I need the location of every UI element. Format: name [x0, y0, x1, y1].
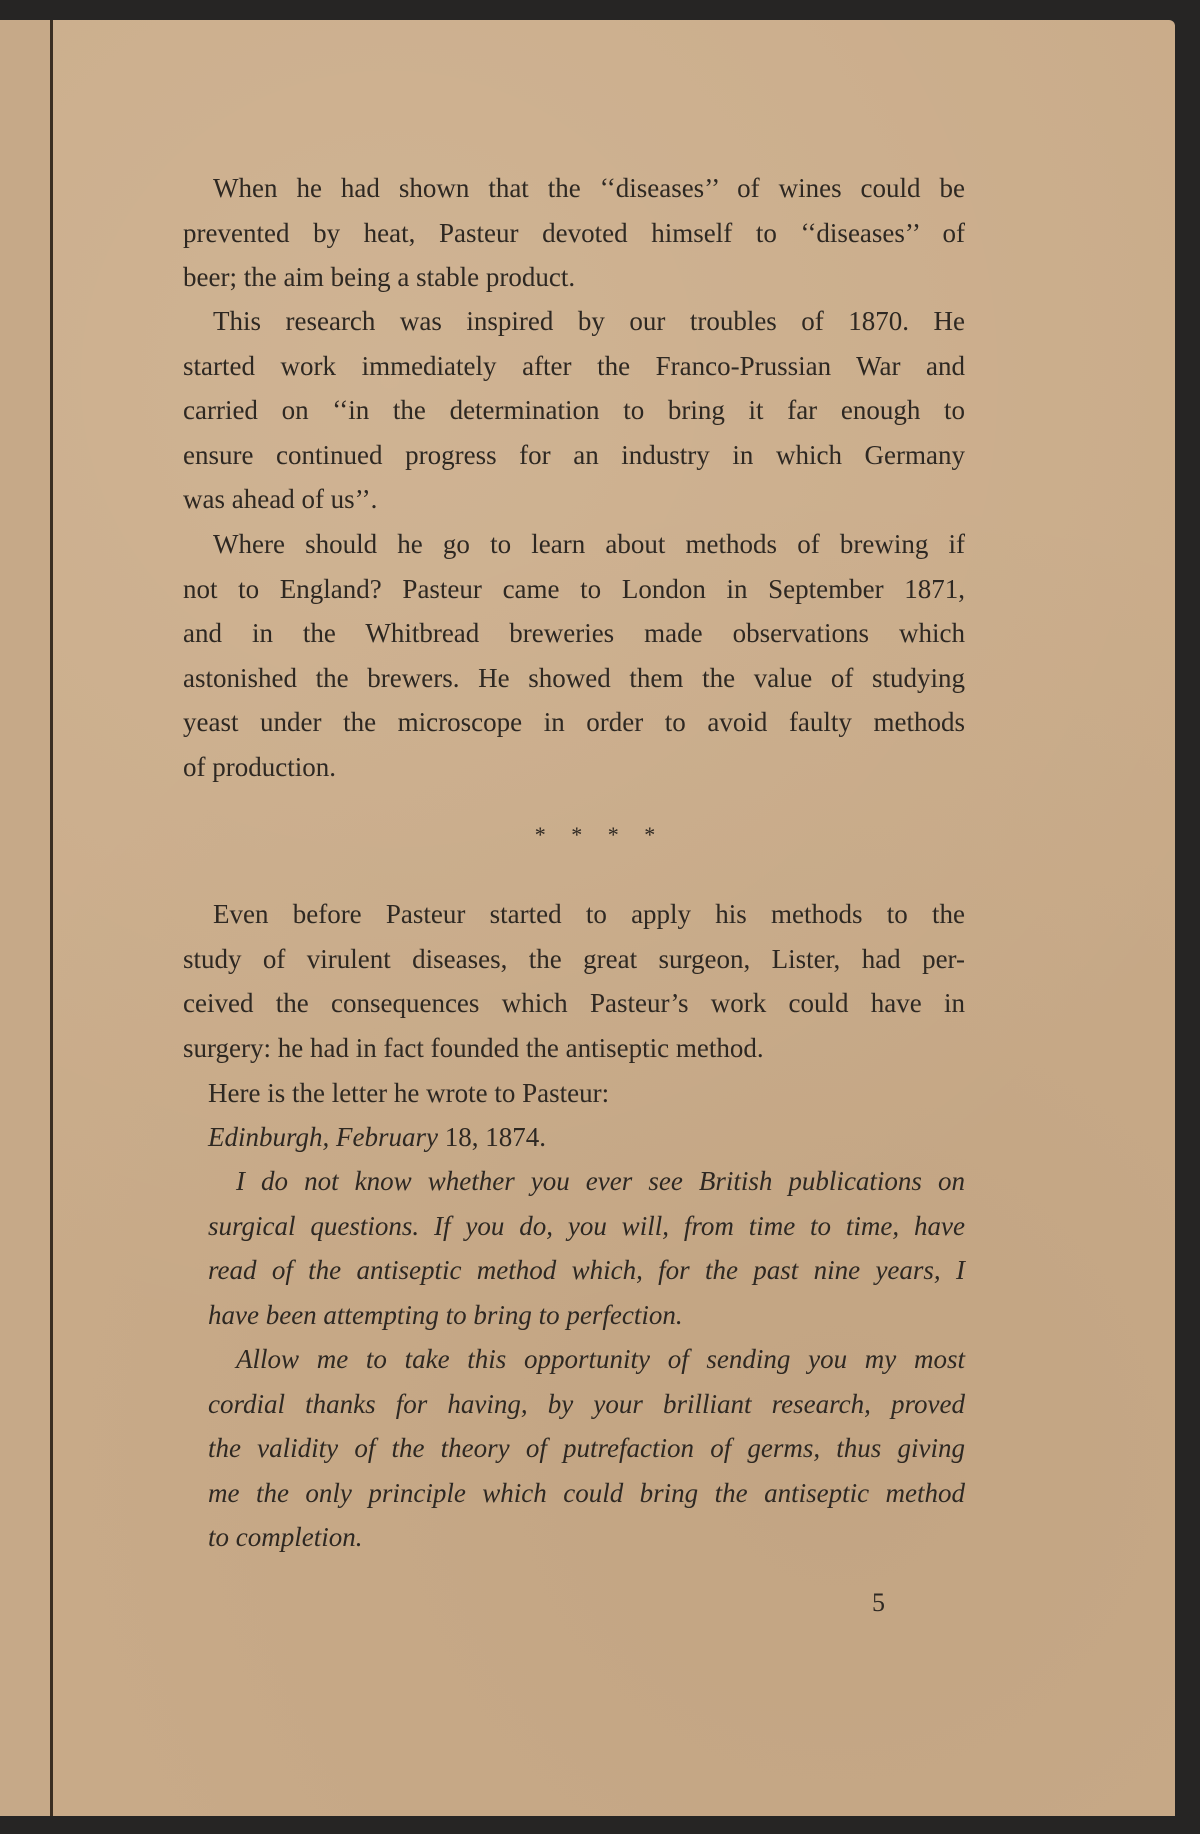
- paragraph-lister: [183, 892, 965, 1070]
- paragraph-wine-beer: [183, 166, 965, 300]
- text-line: surgical questions. If you do, you will, from time to time, have: [208, 1210, 965, 1241]
- letter-paragraph-1: [208, 1159, 965, 1337]
- text-line: and in the Whitbread breweries made observations which: [183, 618, 965, 649]
- text-line: ceived the consequences which Pasteur’s work could have in: [183, 988, 965, 1019]
- text-line: study of virulent diseases, the great surgeon, Lister, had per-: [183, 943, 965, 974]
- text-line: surgery: he had in fact founded the antiseptic method.: [183, 1032, 764, 1063]
- text-line: of production.: [183, 751, 336, 782]
- text-line: prevented by heat, Pasteur devoted himself to ‘‘diseases’’ of: [183, 217, 965, 248]
- section-separator: * * * *: [534, 822, 666, 847]
- letter-dateline: [208, 1115, 546, 1160]
- text-line: read of the antiseptic method which, for the past nine years, I: [208, 1255, 965, 1286]
- text-line: the validity of the theory of putrefaction of germs, thus giving: [208, 1433, 965, 1464]
- paragraph-england: [183, 522, 965, 790]
- text-line: ensure continued progress for an industry in which Germany: [183, 439, 965, 470]
- text-line: Where should he go to learn about methods of brewing if: [213, 529, 965, 559]
- text-line: to completion.: [208, 1522, 363, 1553]
- text-line: I do not know whether you ever see British publications on: [236, 1166, 965, 1196]
- text-line: astonished the brewers. He showed them the value of studying: [183, 662, 965, 693]
- text-line: cordial thanks for having, by your brilliant research, proved: [208, 1388, 965, 1419]
- letter-paragraph-2: [208, 1337, 965, 1560]
- paragraph-research-1870: [183, 299, 965, 522]
- adjacent-page-edge: [0, 20, 52, 1816]
- letter-place-date: Edinburgh, February: [208, 1122, 438, 1152]
- text-line: Allow me to take this opportunity of sending you my most: [236, 1344, 965, 1374]
- text-line: When he had shown that the ‘‘diseases’’ of wines could be: [213, 173, 965, 203]
- text-line: have been attempting to bring to perfection.: [208, 1299, 683, 1330]
- letter-day-year: 18, 1874.: [437, 1122, 546, 1152]
- text-line: This research was inspired by our troubles of 1870. He: [213, 306, 965, 336]
- text-line: not to England? Pasteur came to London in September 1871,: [183, 573, 965, 604]
- text-line: me the only principle which could bring the antiseptic method: [208, 1477, 965, 1508]
- letter-intro: Here is the letter he wrote to Pasteur:: [208, 1078, 610, 1108]
- page-number: 5: [872, 1588, 885, 1617]
- text-line: Even before Pasteur started to apply his methods to the: [213, 899, 965, 929]
- text-line: beer; the aim being a stable product.: [183, 262, 576, 293]
- text-line: started work immediately after the Franco-Prussian War and: [183, 350, 965, 381]
- text-line: carried on ‘‘in the determination to bring it far enough to: [183, 395, 965, 426]
- text-line: was ahead of us’’.: [183, 484, 378, 515]
- text-line: yeast under the microscope in order to avoid faulty methods: [183, 707, 965, 738]
